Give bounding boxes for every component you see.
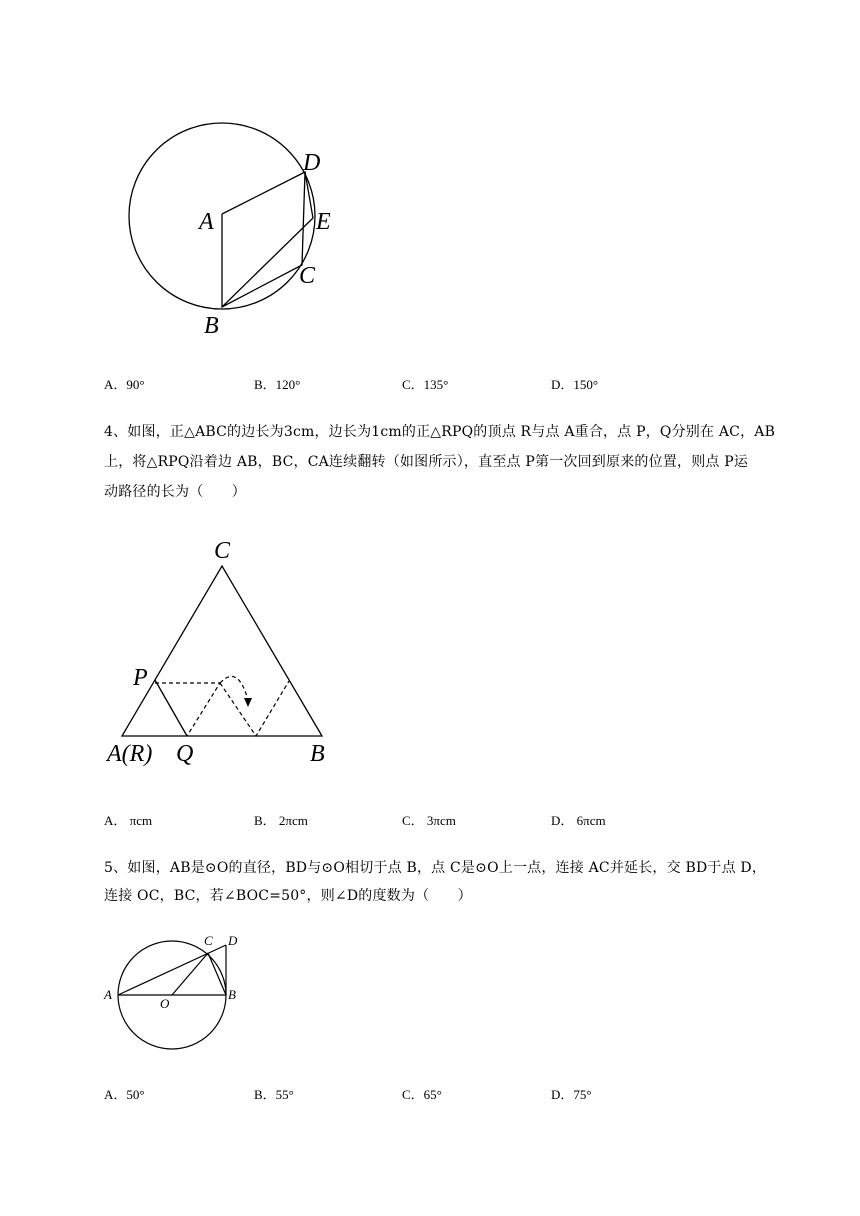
q5-figure: [100, 925, 250, 1055]
q4-label-ar: A(R): [107, 741, 153, 767]
q5-segment-bc: [208, 953, 226, 995]
q3-option-d: D．150°: [551, 377, 599, 392]
q5-label-b: B: [228, 987, 236, 1002]
q3-figure: [100, 115, 360, 345]
q3-option-c: C．135°: [402, 377, 449, 392]
q5-option-c: C．65°: [402, 1087, 442, 1102]
q5-text-line-1: 5、如图，AB是⊙O的直径，BD与⊙O相切于点 B，点 C是⊙O上一点，连接 AC并延长，交 BD于点 D，: [104, 860, 767, 876]
q4-option-d: D． 6πcm: [551, 813, 606, 828]
q5-segment-oc: [172, 953, 208, 995]
q3-label-b: B: [204, 313, 219, 339]
q5-label-d: D: [228, 933, 238, 948]
q5-option-b: B．55°: [254, 1087, 294, 1102]
q4-option-b: B． 2πcm: [254, 813, 308, 828]
q5-segment-ad: [118, 945, 226, 995]
q4-label-p: P: [133, 665, 148, 691]
q3-label-c: C: [299, 263, 316, 289]
q4-text-line-2: 上，将△RPQ沿着边 AB，BC，CA连续翻转（如图所示），直至点 P第一次回到原来的位置，则点 P运: [104, 454, 749, 470]
q4-text-line-3: 动路径的长为（ ）: [104, 484, 246, 500]
q4-option-a: A． πcm: [104, 813, 153, 828]
q4-arrowhead: [244, 698, 252, 707]
q5-label-c: C: [204, 933, 213, 948]
q4-option-c: C． 3πcm: [402, 813, 456, 828]
q4-dashed-path: [155, 683, 220, 736]
q3-option-a: A．90°: [104, 377, 145, 392]
q4-figure: [100, 535, 340, 770]
q5-label-o: O: [160, 996, 170, 1011]
q4-label-c: C: [214, 538, 231, 564]
q3-segment-de: [305, 172, 313, 218]
q5-option-d: D．75°: [551, 1087, 592, 1102]
q3-option-b: B．120°: [254, 377, 301, 392]
q4-label-b: B: [310, 741, 325, 767]
q4-flip-arrow: [220, 676, 248, 700]
q3-label-d: D: [303, 150, 321, 176]
q3-quadrilateral: [222, 172, 305, 307]
q4-label-q: Q: [176, 741, 194, 767]
q3-label-a: A: [199, 209, 214, 235]
q4-text-line-1: 4、如图，正△ABC的边长为3cm，边长为1cm的正△RPQ的顶点 R与点 A重合，点 P，Q分别在 AC，AB: [104, 424, 776, 440]
q5-label-a: A: [104, 987, 112, 1002]
q4-segment-pq: [155, 680, 187, 736]
q5-option-a: A．50°: [104, 1087, 145, 1102]
q4-triangle-abc: [122, 566, 322, 736]
q3-label-e: E: [316, 209, 331, 235]
q5-text-line-2: 连接 OC，BC，若∠BOC=50°，则∠D的度数为（ ）: [104, 888, 472, 904]
q4-dashed-zigzag: [220, 681, 289, 736]
